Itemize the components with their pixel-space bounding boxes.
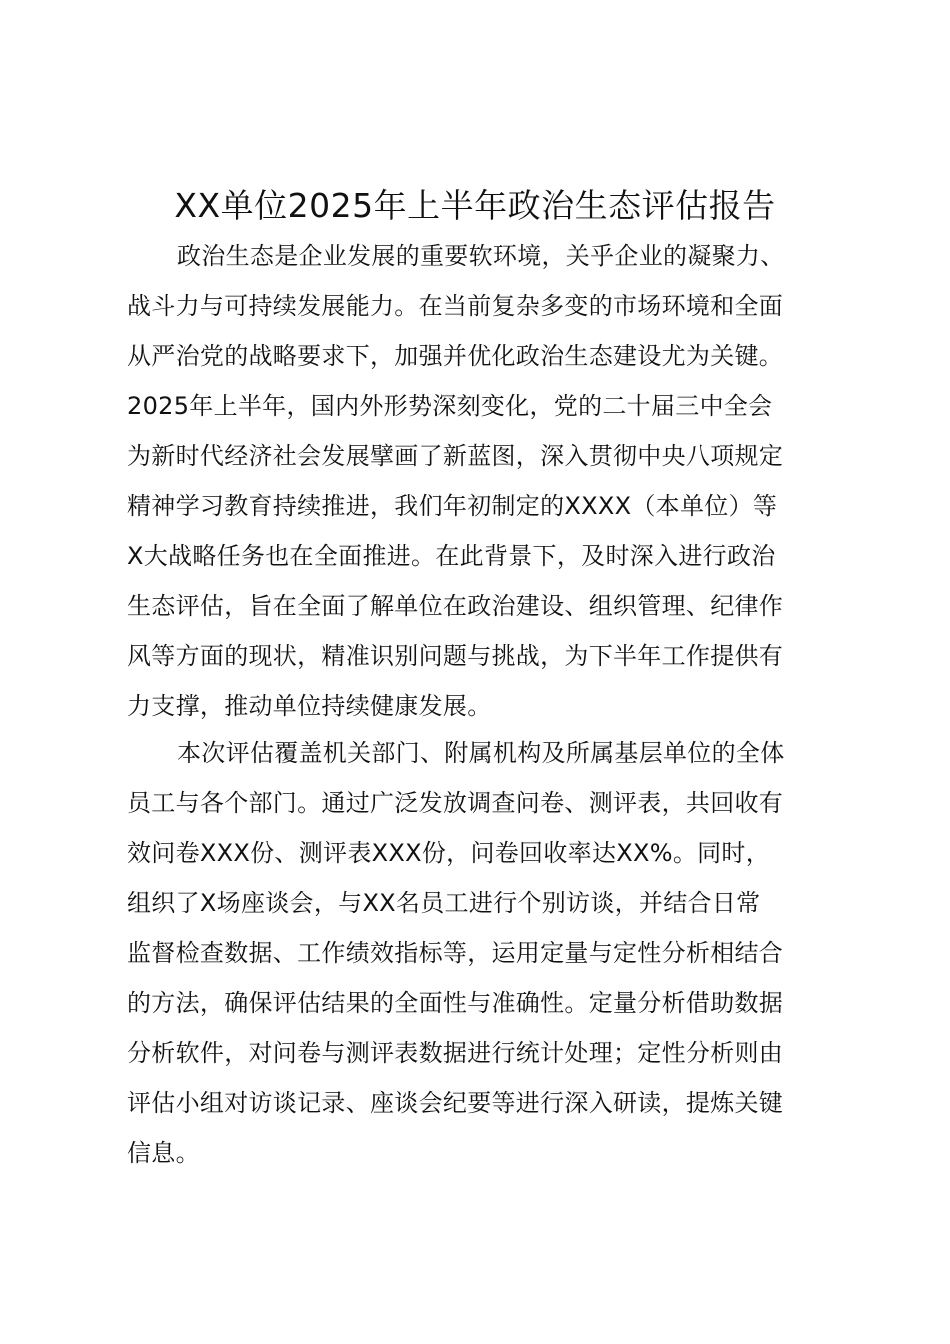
- paragraph-intro: [127, 231, 785, 731]
- paragraph-line: X大战略任务也在全面推进。在此背景下，及时深入进行政治: [127, 542, 776, 570]
- paragraph-line: 本次评估覆盖机关部门、附属机构及所属基层单位的全体: [177, 739, 785, 767]
- paragraph-line: 政治生态是企业发展的重要软环境，关乎企业的凝聚力、: [177, 242, 785, 270]
- paragraph-line: 战斗力与可持续发展能力。在当前复杂多变的市场环境和全面: [127, 292, 784, 320]
- paragraph-line: 评估小组对访谈记录、座谈会纪要等进行深入研读，提炼关键: [127, 1089, 784, 1117]
- paragraph-line: 力支撑，推动单位持续健康发展。: [127, 692, 492, 720]
- paragraph-line: 分析软件，对问卷与测评表数据进行统计处理；定性分析则由: [127, 1039, 784, 1067]
- paragraph-line: 监督检查数据、工作绩效指标等，运用定量与定性分析相结合: [127, 939, 784, 967]
- document-title: XX单位2025年上半年政治生态评估报告: [174, 186, 776, 225]
- paragraph-line: 为新时代经济社会发展擘画了新蓝图，深入贯彻中央八项规定: [127, 442, 784, 470]
- paragraph-line: 风等方面的现状，精准识别问题与挑战，为下半年工作提供有: [127, 642, 784, 670]
- paragraph-line: 的方法，确保评估结果的全面性与准确性。定量分析借助数据: [127, 989, 784, 1017]
- paragraph-line: 信息。: [127, 1139, 200, 1167]
- paragraph-line: 员工与各个部门。通过广泛发放调查问卷、测评表，共回收有: [127, 789, 784, 817]
- paragraph-line: 生态评估，旨在全面了解单位在政治建设、组织管理、纪律作: [127, 592, 784, 620]
- paragraph-line: 效问卷XXX份、测评表XXX份，问卷回收率达XX%。同时，: [127, 839, 771, 867]
- paragraph-method: [127, 728, 785, 1178]
- paragraph-line: 组织了X场座谈会，与XX名员工进行个别访谈，并结合日常: [127, 889, 761, 917]
- paragraph-line: 2025年上半年，国内外形势深刻变化，党的二十届三中全会: [127, 392, 773, 420]
- paragraph-line: 精神学习教育持续推进，我们年初制定的XXXX（本单位）等: [127, 492, 778, 520]
- paragraph-line: 从严治党的战略要求下，加强并优化政治生态建设尤为关键。: [127, 342, 784, 370]
